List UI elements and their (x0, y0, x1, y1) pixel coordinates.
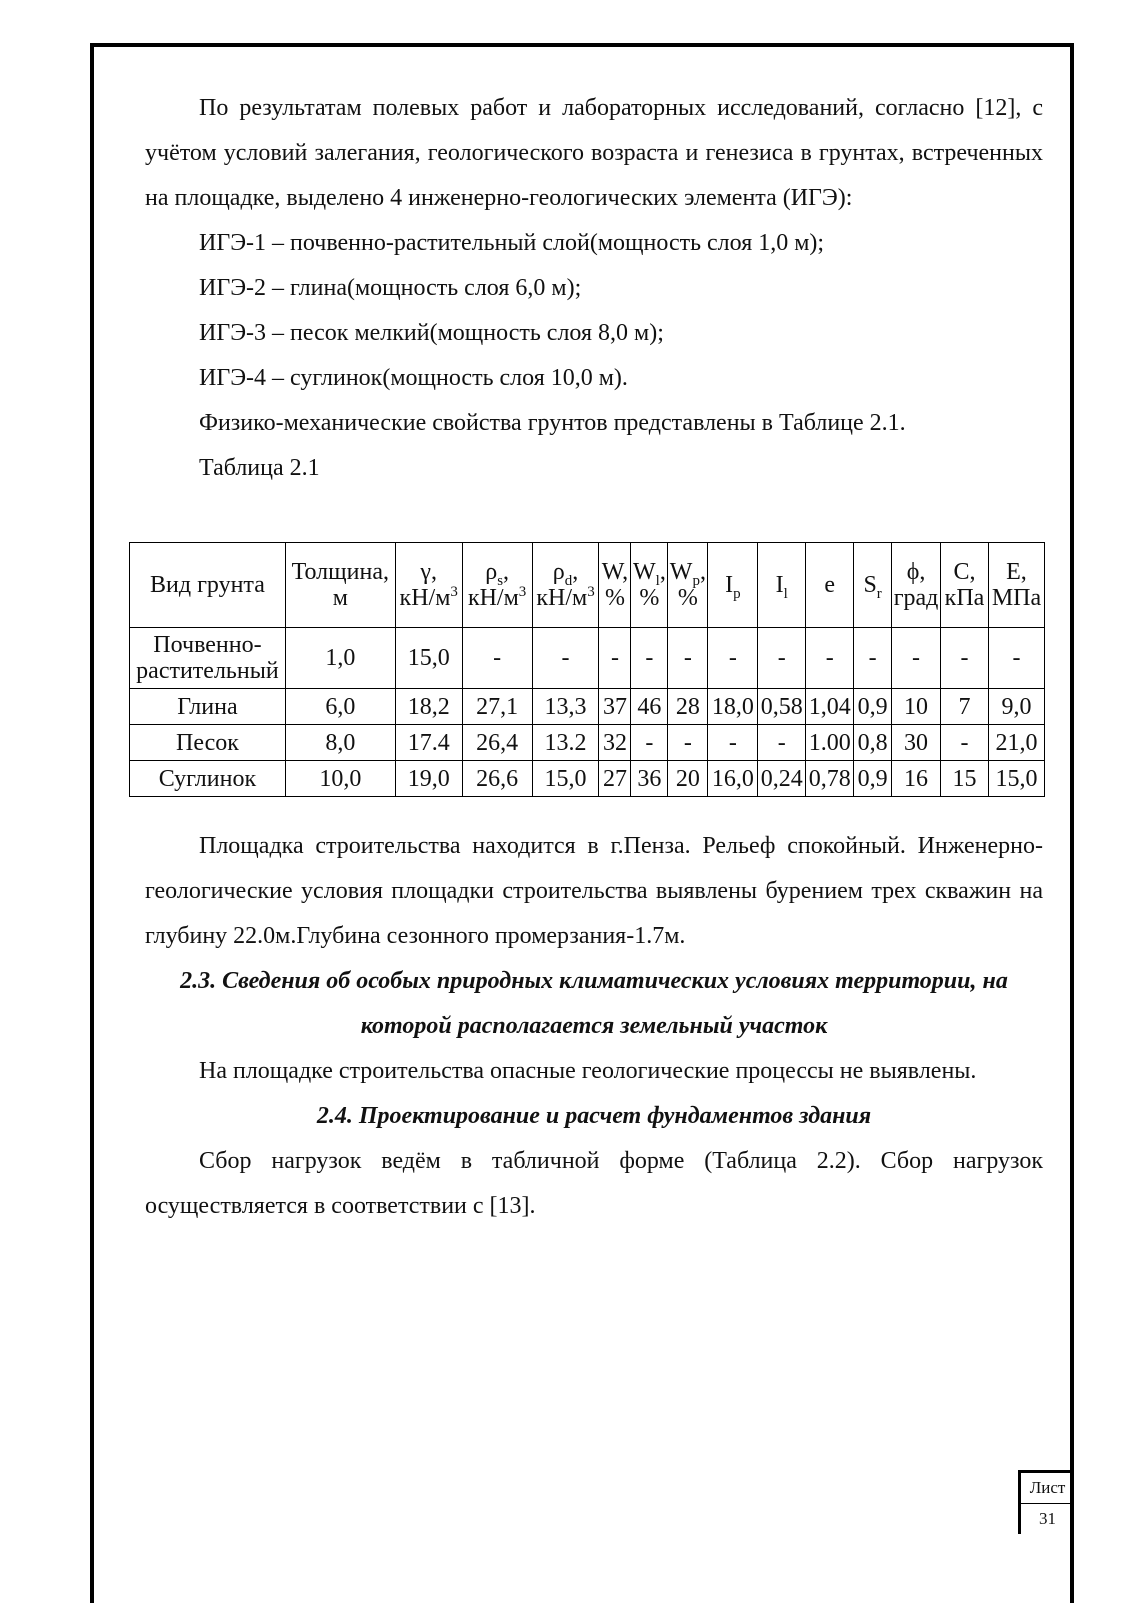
header-modulus: Е, МПа (988, 543, 1044, 628)
table-cell: - (668, 725, 708, 761)
table-cell: - (941, 628, 989, 689)
table-cell: 26,4 (462, 725, 532, 761)
table-cell: 28 (668, 689, 708, 725)
table-cell: 15 (941, 761, 989, 797)
ige-item: ИГЭ-2 – глина(мощность слоя 6,0 м); (199, 275, 582, 301)
sheet-number: 31 (1039, 1509, 1056, 1528)
table-cell: 6,0 (285, 689, 395, 725)
table-row (130, 628, 1045, 689)
table-cell: 7 (941, 689, 989, 725)
table-cell: - (631, 725, 668, 761)
header-liquid-limit: $W_l$, % (631, 543, 668, 628)
table-cell: 30 (892, 725, 941, 761)
cell-soil-type: Песок (130, 725, 286, 761)
table-cell: 1.00 (806, 725, 854, 761)
table-cell: 15,0 (988, 761, 1044, 797)
document-body-lower (145, 824, 1043, 1229)
table-cell: - (532, 628, 599, 689)
header-particle-density: $\rho_s$, $кН/м^3$ (462, 543, 532, 628)
soil-properties-table (129, 542, 1045, 797)
header-liquidity-index: $I_l$ (758, 543, 806, 628)
table-cell: 36 (631, 761, 668, 797)
section-heading-2-3: 2.3. Сведения об особых природных климатических условиях территории, на которой располагается земельный участок (180, 968, 1008, 1039)
table-cell: 0,58 (758, 689, 806, 725)
table-cell: 27,1 (462, 689, 532, 725)
table-cell: 16 (892, 761, 941, 797)
header-thickness: Толщина, м (285, 543, 395, 628)
sheet-number-box (1018, 1470, 1074, 1534)
table-cell: 8,0 (285, 725, 395, 761)
table-cell: 0,78 (806, 761, 854, 797)
table-row (130, 689, 1045, 725)
table-cell: 16,0 (708, 761, 758, 797)
table-cell: 9,0 (988, 689, 1044, 725)
ige-item: ИГЭ-3 – песок мелкий(мощность слоя 8,0 м); (199, 320, 664, 346)
header-friction-angle: ϕ, град (892, 543, 941, 628)
table-cell: 26,6 (462, 761, 532, 797)
table-cell: - (708, 628, 758, 689)
table-cell: 1,0 (285, 628, 395, 689)
site-paragraph: Площадка строительства находится в г.Пенза. Рельеф спокойный. Инженерно-геологические условия площадки строительства выявлены бурением трех скважин на глубину 22.0м.Глубина сезонного промерзания-1.7м. (145, 833, 1043, 949)
ige-list (145, 221, 1043, 491)
table-cell: 0,9 (854, 689, 892, 725)
header-saturation: $S_r$ (854, 543, 892, 628)
header-plastic-limit: $W_p$, % (668, 543, 708, 628)
table-cell: 13.2 (532, 725, 599, 761)
table-cell: 1,04 (806, 689, 854, 725)
header-unit-weight: γ, $кН/м^3$ (395, 543, 462, 628)
table-cell: 27 (599, 761, 631, 797)
table-cell: - (599, 628, 631, 689)
loads-paragraph: Сбор нагрузок ведём в табличной форме (Таблица 2.2). Сбор нагрузок осуществляется в соответствии с [13]. (145, 1148, 1043, 1219)
table-cell: 20 (668, 761, 708, 797)
table-caption: Таблица 2.1 (199, 455, 320, 481)
sheet-label: Лист (1021, 1473, 1074, 1504)
table-cell: 15,0 (395, 628, 462, 689)
table-row (130, 761, 1045, 797)
table-cell: 0,8 (854, 725, 892, 761)
table-cell: 32 (599, 725, 631, 761)
table-cell: 13,3 (532, 689, 599, 725)
table-cell: 18,2 (395, 689, 462, 725)
table-cell: 15,0 (532, 761, 599, 797)
table-cell: - (462, 628, 532, 689)
ige-item: ИГЭ-1 – почвенно-растительный слой(мощность слоя 1,0 м); (199, 230, 825, 256)
table-header-row (130, 543, 1045, 628)
table-cell: - (806, 628, 854, 689)
table-cell: 0,24 (758, 761, 806, 797)
header-void-ratio: e (806, 543, 854, 628)
table-cell: 17.4 (395, 725, 462, 761)
table-cell: 46 (631, 689, 668, 725)
table-cell: - (758, 725, 806, 761)
table-cell: 21,0 (988, 725, 1044, 761)
hazard-paragraph: На площадке строительства опасные геологические процессы не выявлены. (199, 1058, 977, 1084)
table-row (130, 725, 1045, 761)
table-cell: 0,9 (854, 761, 892, 797)
table-cell: - (631, 628, 668, 689)
document-body (145, 86, 1043, 491)
table-cell: 18,0 (708, 689, 758, 725)
ige-item: ИГЭ-4 – суглинок(мощность слоя 10,0 м). (199, 365, 628, 391)
table-cell: 10,0 (285, 761, 395, 797)
table-cell: - (854, 628, 892, 689)
table-cell: - (708, 725, 758, 761)
header-plasticity-index: $I_p$ (708, 543, 758, 628)
cell-soil-type: Суглинок (130, 761, 286, 797)
table-cell: 10 (892, 689, 941, 725)
cell-soil-type: Почвенно- растительный (130, 628, 286, 689)
intro-paragraph: По результатам полевых работ и лабораторных исследований, согласно [12], с учётом условий залегания, геологического возраста и генезиса в грунтах, встреченных на площадке, выделено 4 инженерно-геологических элемента (ИГЭ): (145, 95, 1043, 211)
table-cell: - (892, 628, 941, 689)
header-moisture: W, % (599, 543, 631, 628)
header-soil-type: Вид грунта (130, 543, 286, 628)
cell-soil-type: Глина (130, 689, 286, 725)
section-heading-2-4: 2.4. Проектирование и расчет фундаментов здания (316, 1103, 872, 1129)
table-cell: - (668, 628, 708, 689)
table-cell: - (758, 628, 806, 689)
header-dry-density: $\rho_d$, $кН/м^3$ (532, 543, 599, 628)
table-cell: 19,0 (395, 761, 462, 797)
header-cohesion: С, кПа (941, 543, 989, 628)
table-cell: 37 (599, 689, 631, 725)
table-cell: - (941, 725, 989, 761)
table-cell: - (988, 628, 1044, 689)
properties-paragraph: Физико-механические свойства грунтов представлены в Таблице 2.1. (199, 410, 906, 436)
